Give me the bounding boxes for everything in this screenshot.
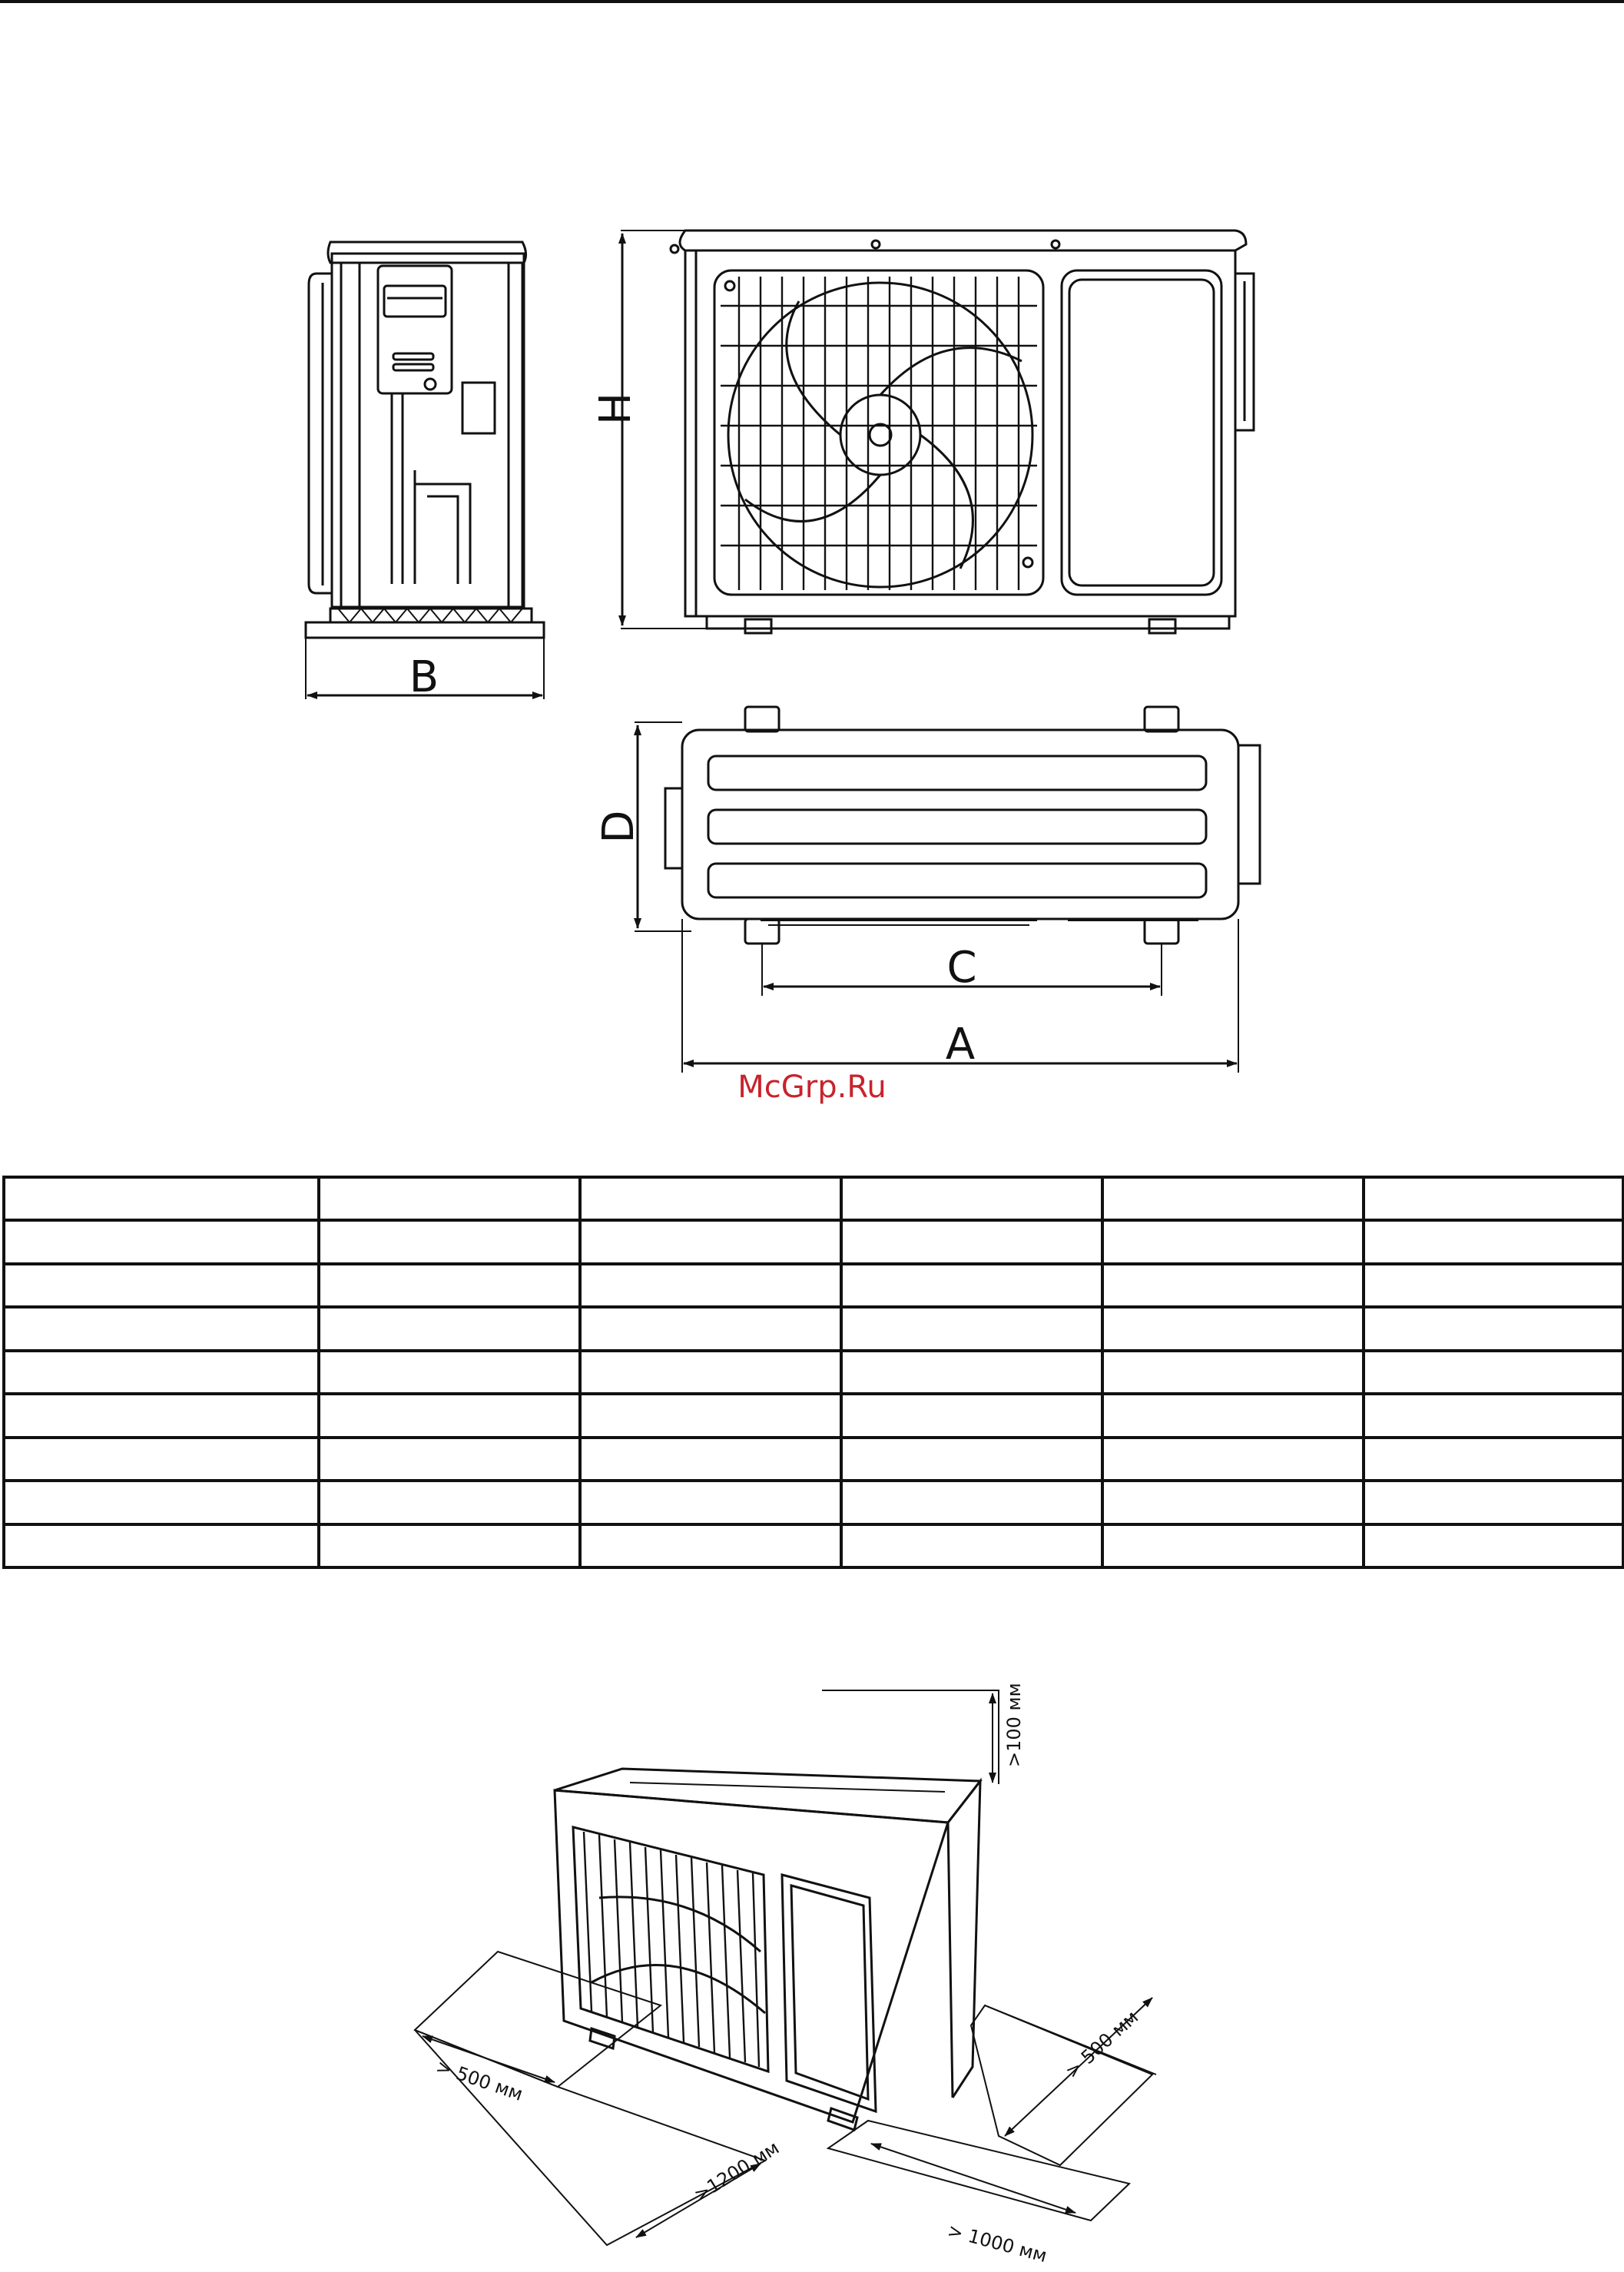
table-cell xyxy=(4,1524,319,1568)
table-cell xyxy=(580,1438,841,1481)
table-cell xyxy=(580,1524,841,1568)
table-cell xyxy=(580,1177,841,1220)
table-cell xyxy=(319,1438,580,1481)
table-cell xyxy=(841,1264,1102,1307)
dim-label-h: H xyxy=(591,392,641,426)
table-cell xyxy=(580,1351,841,1394)
table-cell xyxy=(841,1394,1102,1437)
dim-label-b: B xyxy=(409,652,439,702)
table-cell xyxy=(1364,1264,1623,1307)
table-cell xyxy=(4,1351,319,1394)
table-cell xyxy=(1364,1177,1623,1220)
dim-label-c: C xyxy=(946,943,977,993)
table-cell xyxy=(4,1481,319,1524)
dim-label-d: D xyxy=(594,810,644,844)
table-cell xyxy=(4,1220,319,1263)
table-cell xyxy=(319,1351,580,1394)
table-cell xyxy=(580,1481,841,1524)
front-view xyxy=(591,231,1254,633)
table-row xyxy=(4,1307,1623,1350)
table-cell xyxy=(319,1177,580,1220)
top-view xyxy=(594,707,1260,1073)
table-cell xyxy=(1364,1307,1623,1350)
clearance-left-label: > 500 мм xyxy=(433,2055,526,2105)
table-cell xyxy=(1102,1177,1364,1220)
table-cell xyxy=(1364,1220,1623,1263)
table-cell xyxy=(4,1307,319,1350)
table-cell xyxy=(319,1481,580,1524)
table-cell xyxy=(1364,1351,1623,1394)
table-cell xyxy=(319,1220,580,1263)
clearance-rear-label: > 500 мм xyxy=(1061,2006,1143,2083)
table-cell xyxy=(4,1394,319,1437)
dim-label-a: A xyxy=(945,1020,976,1070)
table-row xyxy=(4,1264,1623,1307)
table-cell xyxy=(841,1307,1102,1350)
clearance-right-label: > 1000 мм xyxy=(945,2219,1049,2267)
table-cell xyxy=(841,1438,1102,1481)
table-cell xyxy=(841,1481,1102,1524)
table-row xyxy=(4,1438,1623,1481)
table-cell xyxy=(580,1264,841,1307)
table-cell xyxy=(1102,1351,1364,1394)
table-cell xyxy=(580,1307,841,1350)
table-cell xyxy=(1102,1394,1364,1437)
table-cell xyxy=(4,1177,319,1220)
table-cell xyxy=(1102,1307,1364,1350)
table-cell xyxy=(1102,1438,1364,1481)
table-cell xyxy=(841,1220,1102,1263)
table-cell xyxy=(580,1394,841,1437)
table-cell xyxy=(1102,1264,1364,1307)
table-cell xyxy=(841,1524,1102,1568)
watermark: McGrp.Ru xyxy=(737,1070,887,1105)
table-cell xyxy=(1364,1524,1623,1568)
table-row xyxy=(4,1177,1623,1220)
table-cell xyxy=(4,1438,319,1481)
table-cell xyxy=(1102,1481,1364,1524)
table-cell xyxy=(1364,1438,1623,1481)
clearance-front-label: >1200 мм xyxy=(690,2137,784,2207)
table-cell xyxy=(580,1220,841,1263)
table-cell xyxy=(319,1307,580,1350)
table-cell xyxy=(1364,1394,1623,1437)
clearance-top-label: >100 мм xyxy=(1003,1683,1025,1767)
table-cell xyxy=(319,1264,580,1307)
clearance-diagram xyxy=(415,1683,1156,2267)
table-cell xyxy=(841,1351,1102,1394)
table-row xyxy=(4,1351,1623,1394)
table-cell xyxy=(319,1524,580,1568)
table-row xyxy=(4,1524,1623,1568)
side-view xyxy=(306,242,544,702)
table-cell xyxy=(1102,1220,1364,1263)
table-cell xyxy=(4,1264,319,1307)
table-row xyxy=(4,1220,1623,1263)
spec-table xyxy=(2,1176,1624,1569)
table-cell xyxy=(841,1177,1102,1220)
table-cell xyxy=(1364,1481,1623,1524)
table-cell xyxy=(319,1394,580,1437)
table-row xyxy=(4,1481,1623,1524)
table-row xyxy=(4,1394,1623,1437)
table-cell xyxy=(1102,1524,1364,1568)
